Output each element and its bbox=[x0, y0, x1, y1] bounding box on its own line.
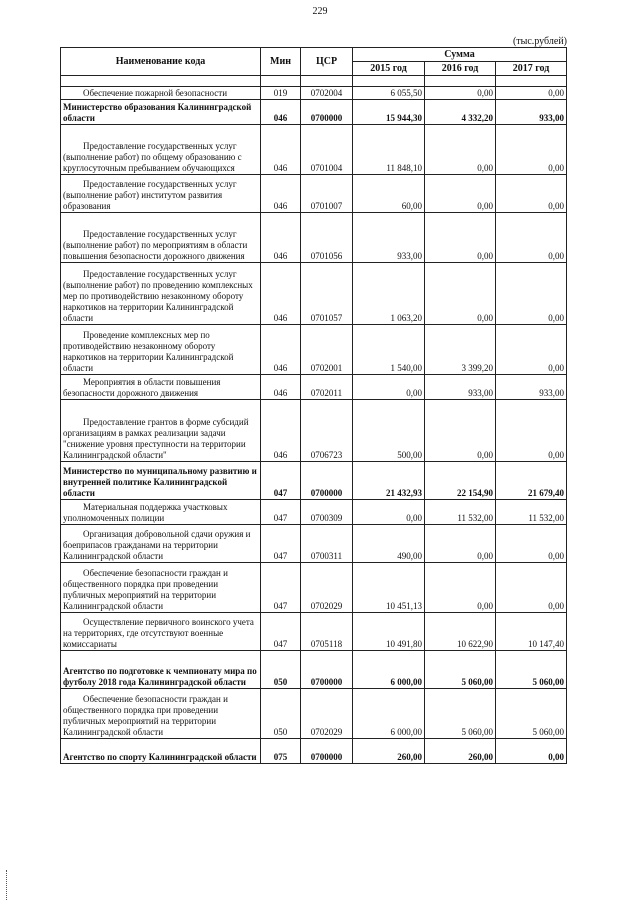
row-value-2015: 0,00 bbox=[353, 375, 425, 400]
row-name: Предоставление государственных услуг (выполнение работ) по мероприятиям в области повышения безопасности дорожного движения bbox=[61, 213, 261, 263]
row-value-2015: 490,00 bbox=[353, 525, 425, 563]
row-name: Министерство по муниципальному развитию и внутренней политике Калининградской области bbox=[61, 462, 261, 500]
table-body bbox=[61, 76, 567, 764]
row-name: Агентство по подготовке к чемпионату мира по футболу 2018 года Калининградской области bbox=[61, 651, 261, 689]
row-min: 047 bbox=[261, 500, 301, 525]
table-row bbox=[61, 689, 567, 739]
row-min: 019 bbox=[261, 87, 301, 100]
row-value-2015: 6 000,00 bbox=[353, 651, 425, 689]
header-sum: Сумма bbox=[353, 48, 567, 62]
row-value-2016: 0,00 bbox=[425, 263, 496, 325]
row-value-2017: 5 060,00 bbox=[496, 689, 567, 739]
table-row bbox=[61, 563, 567, 613]
table-row bbox=[61, 325, 567, 375]
row-value-2015: 6 000,00 bbox=[353, 689, 425, 739]
row-csr: 0700309 bbox=[301, 500, 353, 525]
table-row bbox=[61, 613, 567, 651]
row-min: 046 bbox=[261, 125, 301, 175]
header-name: Наименование кода bbox=[61, 48, 261, 76]
row-csr: 0700311 bbox=[301, 525, 353, 563]
table-row bbox=[61, 375, 567, 400]
row-min: 047 bbox=[261, 525, 301, 563]
row-value-2015: 500,00 bbox=[353, 400, 425, 462]
row-csr: 0702029 bbox=[301, 689, 353, 739]
header-csr: ЦСР bbox=[301, 48, 353, 76]
row-csr: 0706723 bbox=[301, 400, 353, 462]
row-value-2016: 5 060,00 bbox=[425, 651, 496, 689]
row-value-2015: 260,00 bbox=[353, 739, 425, 764]
row-value-2015: 10 491,80 bbox=[353, 613, 425, 651]
row-name: Осуществление первичного воинского учета на территориях, где отсутствуют военные комиссариаты bbox=[61, 613, 261, 651]
row-csr: 0701056 bbox=[301, 213, 353, 263]
row-name: Предоставление государственных услуг (выполнение работ) институтом развития образования bbox=[61, 175, 261, 213]
row-value-2015: 21 432,93 bbox=[353, 462, 425, 500]
row-csr: 0701007 bbox=[301, 175, 353, 213]
row-value-2016: 4 332,20 bbox=[425, 100, 496, 125]
table-row bbox=[61, 263, 567, 325]
page-number: 229 bbox=[312, 6, 328, 17]
row-csr: 0701057 bbox=[301, 263, 353, 325]
row-value-2017: 0,00 bbox=[496, 739, 567, 764]
row-value-2015: 933,00 bbox=[353, 213, 425, 263]
row-min: 046 bbox=[261, 400, 301, 462]
row-value-2016: 260,00 bbox=[425, 739, 496, 764]
row-name: Мероприятия в области повышения безопасности дорожного движения bbox=[61, 375, 261, 400]
table-row-ministry bbox=[61, 739, 567, 764]
table-row-ministry bbox=[61, 462, 567, 500]
row-value-2017: 0,00 bbox=[496, 563, 567, 613]
row-value-2015: 1 063,20 bbox=[353, 263, 425, 325]
row-min: 050 bbox=[261, 689, 301, 739]
row-min: 047 bbox=[261, 462, 301, 500]
row-value-2015: 0,00 bbox=[353, 500, 425, 525]
row-value-2017: 0,00 bbox=[496, 213, 567, 263]
row-name: Обеспечение безопасности граждан и общественного порядка при проведении публичных мероприятий на территории Калининградской области bbox=[61, 563, 261, 613]
row-value-2015: 11 848,10 bbox=[353, 125, 425, 175]
row-csr: 0702011 bbox=[301, 375, 353, 400]
row-csr: 0705118 bbox=[301, 613, 353, 651]
spacer-row bbox=[61, 76, 567, 87]
table-row bbox=[61, 87, 567, 100]
row-value-2016: 5 060,00 bbox=[425, 689, 496, 739]
row-value-2016: 0,00 bbox=[425, 125, 496, 175]
row-value-2017: 0,00 bbox=[496, 125, 567, 175]
row-value-2015: 15 944,30 bbox=[353, 100, 425, 125]
unit-label: (тыс.рублей) bbox=[512, 36, 567, 47]
table-row bbox=[61, 175, 567, 213]
row-min: 046 bbox=[261, 325, 301, 375]
row-value-2016: 0,00 bbox=[425, 525, 496, 563]
row-value-2016: 10 622,90 bbox=[425, 613, 496, 651]
row-name: Предоставление государственных услуг (выполнение работ) по проведению комплексных мер по противодействию незаконному обороту наркотиков на территории Калининградской области bbox=[61, 263, 261, 325]
row-name: Министерство образования Калининградской области bbox=[61, 100, 261, 125]
row-min: 047 bbox=[261, 613, 301, 651]
row-min: 046 bbox=[261, 375, 301, 400]
table-row bbox=[61, 125, 567, 175]
header-2015: 2015 год bbox=[353, 62, 425, 76]
row-value-2017: 0,00 bbox=[496, 87, 567, 100]
row-name: Предоставление грантов в форме субсидий организациям в рамках реализации задачи "снижение уровня преступности на территории Калининградской области" bbox=[61, 400, 261, 462]
row-value-2017: 21 679,40 bbox=[496, 462, 567, 500]
row-value-2017: 0,00 bbox=[496, 175, 567, 213]
row-value-2016: 3 399,20 bbox=[425, 325, 496, 375]
row-value-2016: 11 532,00 bbox=[425, 500, 496, 525]
row-value-2016: 0,00 bbox=[425, 400, 496, 462]
row-value-2015: 10 451,13 bbox=[353, 563, 425, 613]
row-min: 075 bbox=[261, 739, 301, 764]
row-csr: 0702001 bbox=[301, 325, 353, 375]
row-csr: 0702004 bbox=[301, 87, 353, 100]
row-csr: 0700000 bbox=[301, 462, 353, 500]
table-row bbox=[61, 525, 567, 563]
row-min: 047 bbox=[261, 563, 301, 613]
header-min: Мин bbox=[261, 48, 301, 76]
header-2016: 2016 год bbox=[425, 62, 496, 76]
table-row bbox=[61, 400, 567, 462]
row-value-2017: 933,00 bbox=[496, 375, 567, 400]
row-name: Обеспечение пожарной безопасности bbox=[61, 87, 261, 100]
row-min: 046 bbox=[261, 175, 301, 213]
row-csr: 0700000 bbox=[301, 739, 353, 764]
row-value-2016: 0,00 bbox=[425, 175, 496, 213]
row-value-2017: 0,00 bbox=[496, 263, 567, 325]
row-value-2016: 0,00 bbox=[425, 213, 496, 263]
row-value-2017: 0,00 bbox=[496, 400, 567, 462]
table-row-ministry bbox=[61, 100, 567, 125]
row-csr: 0702029 bbox=[301, 563, 353, 613]
row-value-2015: 6 055,50 bbox=[353, 87, 425, 100]
row-name: Материальная поддержка участковых уполномоченных полиции bbox=[61, 500, 261, 525]
row-value-2016: 933,00 bbox=[425, 375, 496, 400]
row-csr: 0701004 bbox=[301, 125, 353, 175]
row-min: 046 bbox=[261, 100, 301, 125]
row-csr: 0700000 bbox=[301, 651, 353, 689]
row-name: Обеспечение безопасности граждан и общественного порядка при проведении публичных мероприятий на территории Калининградской области bbox=[61, 689, 261, 739]
row-name: Агентство по спорту Калининградской области bbox=[61, 739, 261, 764]
row-min: 046 bbox=[261, 263, 301, 325]
row-value-2017: 11 532,00 bbox=[496, 500, 567, 525]
row-value-2016: 22 154,90 bbox=[425, 462, 496, 500]
row-value-2017: 10 147,40 bbox=[496, 613, 567, 651]
row-min: 046 bbox=[261, 213, 301, 263]
row-csr: 0700000 bbox=[301, 100, 353, 125]
margin-ticks bbox=[6, 870, 9, 900]
header-2017: 2017 год bbox=[496, 62, 567, 76]
row-name: Предоставление государственных услуг (выполнение работ) по общему образованию с круглосуточным пребыванием обучающихся bbox=[61, 125, 261, 175]
row-name: Проведение комплексных мер по противодействию незаконному обороту наркотиков на территории Калининградской области bbox=[61, 325, 261, 375]
row-value-2017: 5 060,00 bbox=[496, 651, 567, 689]
row-value-2016: 0,00 bbox=[425, 87, 496, 100]
row-value-2015: 60,00 bbox=[353, 175, 425, 213]
budget-table bbox=[60, 47, 567, 764]
row-value-2017: 0,00 bbox=[496, 325, 567, 375]
table-row-ministry bbox=[61, 651, 567, 689]
row-value-2016: 0,00 bbox=[425, 563, 496, 613]
table-row bbox=[61, 213, 567, 263]
row-min: 050 bbox=[261, 651, 301, 689]
row-name: Организация добровольной сдачи оружия и боеприпасов гражданами на территории Калининградской области bbox=[61, 525, 261, 563]
row-value-2015: 1 540,00 bbox=[353, 325, 425, 375]
table-row bbox=[61, 500, 567, 525]
row-value-2017: 933,00 bbox=[496, 100, 567, 125]
row-value-2017: 0,00 bbox=[496, 525, 567, 563]
